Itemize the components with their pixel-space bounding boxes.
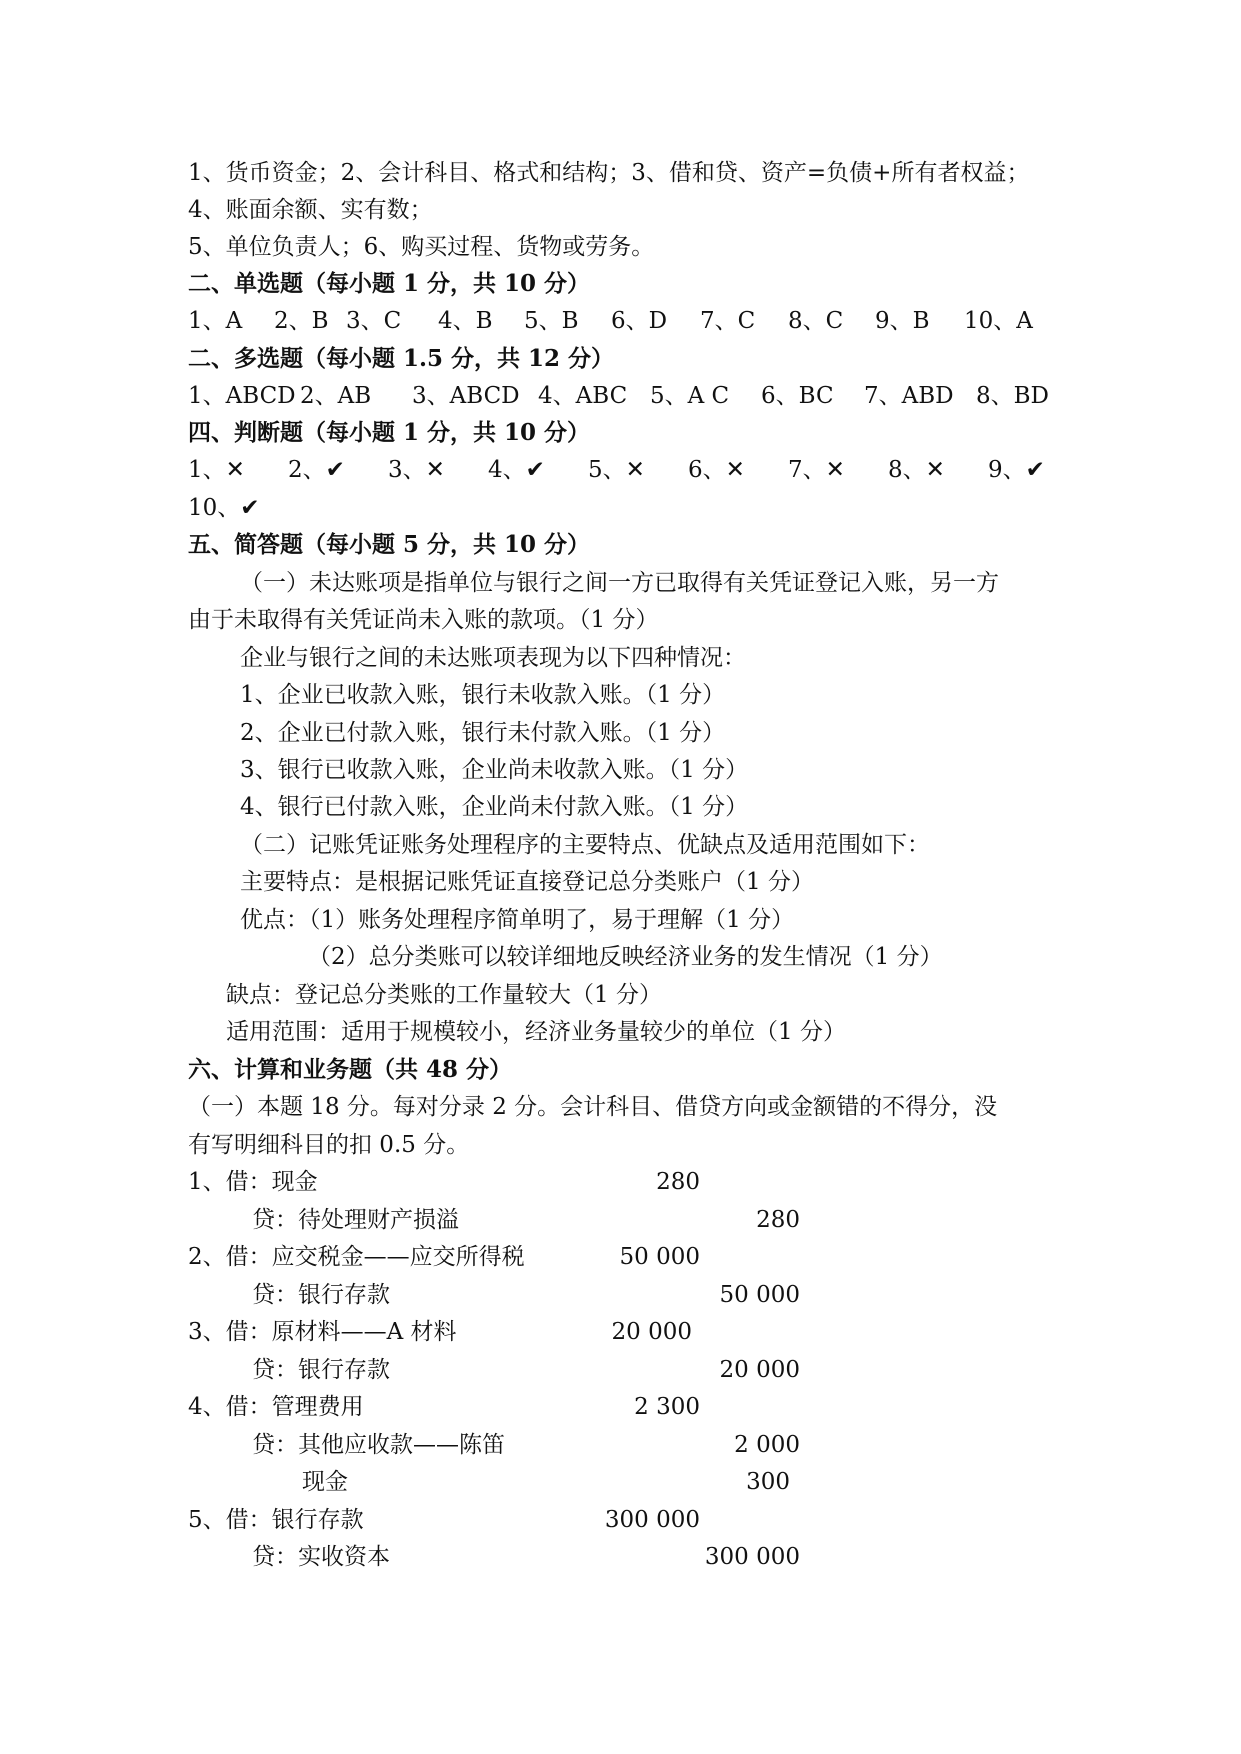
answer-item: 8、C xyxy=(788,308,844,334)
answer-item: 3、ABCD xyxy=(412,383,520,409)
entry-label: 5、借：银行存款 xyxy=(188,1507,364,1533)
fill-blank-line-3: 5、单位负责人；6、购买过程、货物或劳务。 xyxy=(188,234,655,260)
answer-item: 5、B xyxy=(524,308,579,334)
fill-blank-line-2: 4、账面余额、实有数； xyxy=(188,197,433,223)
calc-note-a: （一）本题 18 分。每对分录 2 分。会计科目、借贷方向或金额错的不得分，没 xyxy=(188,1094,998,1120)
answer-item: 2、AB xyxy=(300,383,372,409)
short-answer-p3: （二）记账凭证账务处理程序的主要特点、优缺点及适用范围如下： xyxy=(240,832,930,858)
entry-label: 贷：银行存款 xyxy=(252,1282,390,1308)
answer-item: 8、✕ xyxy=(888,457,945,483)
answer-item: 10、A xyxy=(964,308,1033,334)
entry-credit: 300 xyxy=(746,1469,790,1495)
multi-choice-heading: 二、多选题（每小题 1.5 分，共 12 分） xyxy=(188,345,615,372)
answer-item: 6、✕ xyxy=(688,457,745,483)
short-answer-p1a: （一）未达账项是指单位与银行之间一方已取得有关凭证登记入账，另一方 xyxy=(240,570,999,596)
short-answer-p1b: 由于未取得有关凭证尚未入账的款项。（1 分） xyxy=(188,607,659,633)
entry-credit: 20 000 xyxy=(719,1357,800,1383)
entry-debit: 20 000 xyxy=(611,1319,692,1345)
answer-item: 4、✔ xyxy=(488,457,545,483)
entry-debit: 2 300 xyxy=(634,1394,700,1420)
entry-label: 2、借：应交税金——应交所得税 xyxy=(188,1244,525,1270)
answer-item: 9、✔ xyxy=(988,457,1045,483)
entry-label: 4、借：管理费用 xyxy=(188,1394,364,1420)
answer-item: 2、✔ xyxy=(288,457,345,483)
entry-label: 贷：其他应收款——陈笛 xyxy=(252,1432,505,1458)
entry-credit: 50 000 xyxy=(719,1282,800,1308)
entry-label: 现金 xyxy=(302,1469,348,1495)
entry-label: 3、借：原材料——A 材料 xyxy=(188,1319,457,1345)
short-answer-disadvantage: 缺点：登记总分类账的工作量较大（1 分） xyxy=(226,982,662,1008)
short-answer-advantage-2: （2）总分类账可以较详细地反映经济业务的发生情况（1 分） xyxy=(308,944,943,970)
calc-heading: 六、计算和业务题（共 48 分） xyxy=(188,1056,513,1083)
answer-item: 9、B xyxy=(875,308,930,334)
answer-item: 3、✕ xyxy=(388,457,445,483)
true-false-heading: 四、判断题（每小题 1 分，共 10 分） xyxy=(188,419,591,446)
short-answer-case-1: 1、企业已收款入账，银行未收款入账。（1 分） xyxy=(240,682,726,708)
single-choice-heading: 二、单选题（每小题 1 分，共 10 分） xyxy=(188,270,591,297)
answer-item: 5、✕ xyxy=(588,457,645,483)
entry-label: 1、借：现金 xyxy=(188,1169,318,1195)
entry-credit: 280 xyxy=(756,1207,800,1233)
answer-item: 7、ABD xyxy=(864,383,954,409)
answer-item: 7、✕ xyxy=(788,457,845,483)
short-answer-advantage-1: 优点：（1）账务处理程序简单明了，易于理解（1 分） xyxy=(240,907,795,933)
answer-item: 5、A C xyxy=(650,383,730,409)
entry-debit: 280 xyxy=(656,1169,700,1195)
short-answer-case-4: 4、银行已付款入账，企业尚未付款入账。（1 分） xyxy=(240,794,749,820)
answer-item: 2、B xyxy=(274,308,329,334)
answer-item: 4、ABC xyxy=(538,383,628,409)
short-answer-heading: 五、简答题（每小题 5 分，共 10 分） xyxy=(188,531,591,558)
short-answer-case-3: 3、银行已收款入账，企业尚未收款入账。（1 分） xyxy=(240,757,749,783)
entry-debit: 300 000 xyxy=(604,1507,700,1533)
entry-label: 贷：实收资本 xyxy=(252,1544,390,1570)
fill-blank-line-1: 1、货币资金；2、会计科目、格式和结构；3、借和贷、资产=负债+所有者权益； xyxy=(188,160,1030,186)
answer-item: 1、ABCD xyxy=(188,383,296,409)
true-false-answer-10: 10、✔ xyxy=(188,495,260,521)
short-answer-case-2: 2、企业已付款入账，银行未付款入账。（1 分） xyxy=(240,720,726,746)
calc-note-b: 有写明细科目的扣 0.5 分。 xyxy=(188,1132,470,1158)
answer-item: 3、C xyxy=(346,308,402,334)
entry-label: 贷：银行存款 xyxy=(252,1357,390,1383)
answer-item: 1、A xyxy=(188,308,243,334)
answer-item: 6、D xyxy=(611,308,668,334)
short-answer-scope: 适用范围：适用于规模较小，经济业务量较少的单位（1 分） xyxy=(226,1019,846,1045)
entry-credit: 2 000 xyxy=(734,1432,800,1458)
entry-label: 贷：待处理财产损溢 xyxy=(252,1207,459,1233)
entry-credit: 300 000 xyxy=(704,1544,800,1570)
answer-item: 7、C xyxy=(700,308,756,334)
answer-item: 1、✕ xyxy=(188,457,245,483)
short-answer-feature: 主要特点：是根据记账凭证直接登记总分类账户（1 分） xyxy=(240,869,814,895)
entry-debit: 50 000 xyxy=(619,1244,700,1270)
answer-item: 6、BC xyxy=(761,383,834,409)
short-answer-p2: 企业与银行之间的未达账项表现为以下四种情况： xyxy=(240,645,746,671)
answer-item: 8、BD xyxy=(976,383,1049,409)
answer-item: 4、B xyxy=(438,308,493,334)
